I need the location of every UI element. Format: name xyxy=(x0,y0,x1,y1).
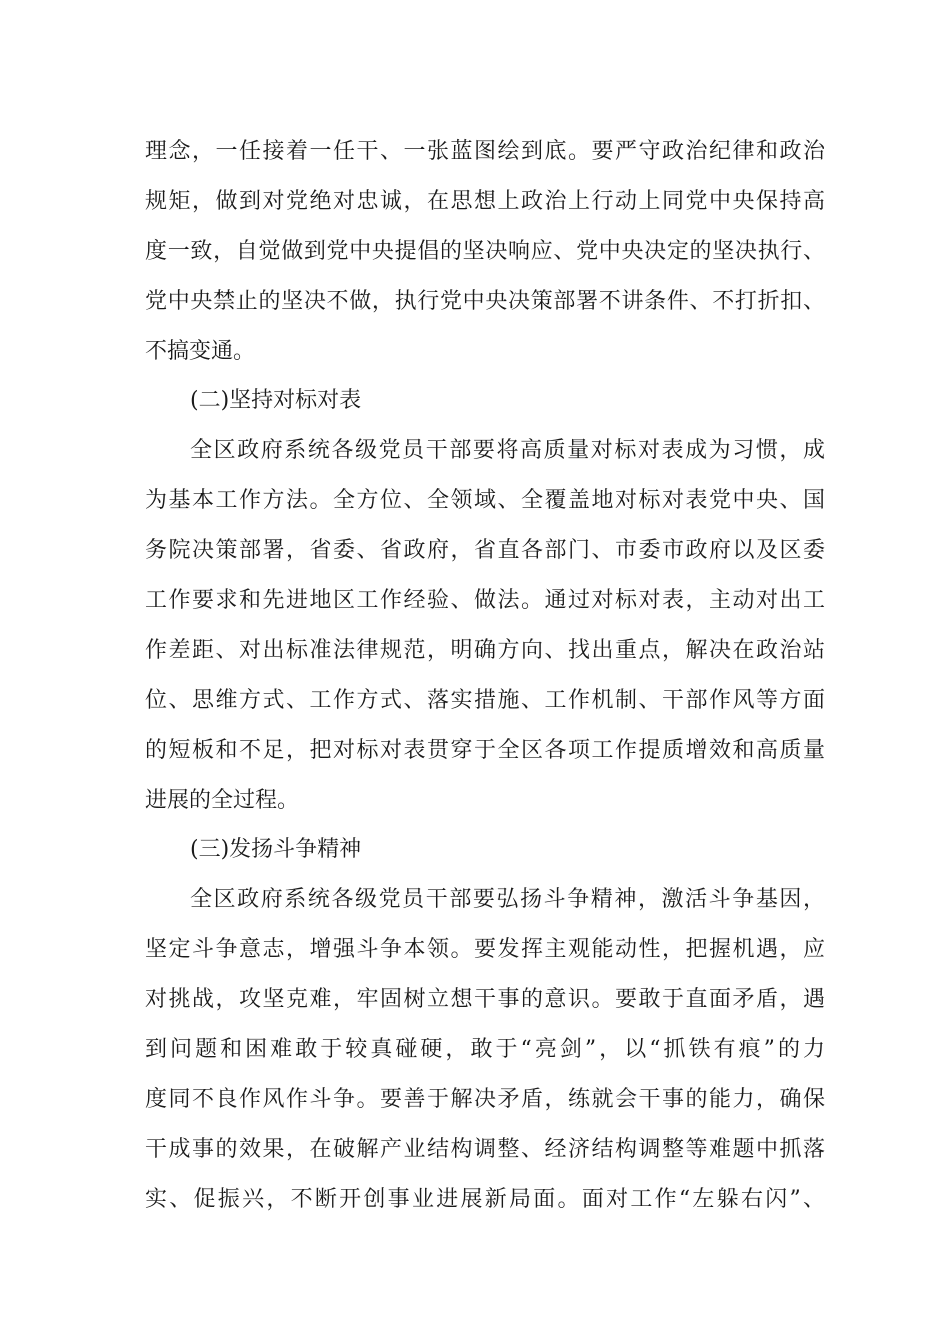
text-line: 度一致，自觉做到党中央提倡的坚决响应、党中央决定的坚决执行、 xyxy=(145,239,825,264)
text-line: 位、思维方式、工作方式、落实措施、工作机制、干部作风等方面 xyxy=(145,688,825,713)
text-line: 实、促振兴，不断开创事业进展新局面。面对工作“左躲右闪”、 xyxy=(145,1187,825,1212)
text-line: 坚定斗争意志，增强斗争本领。要发挥主观能动性，把握机遇，应 xyxy=(145,937,825,962)
text-line: 全区政府系统各级党员干部要将高质量对标对表成为习惯，成 xyxy=(190,438,825,463)
text-line: 的短板和不足，把对标对表贯穿于全区各项工作提质增效和高质量 xyxy=(145,738,825,763)
text-line: 到问题和困难敢于较真碰硬，敢于“亮剑”，以“抓铁有痕”的力 xyxy=(145,1037,825,1062)
text-line: 全区政府系统各级党员干部要弘扬斗争精神，激活斗争基因， xyxy=(190,887,825,912)
text-line: 作差距、对出标准法律规范，明确方向、找出重点，解决在政治站 xyxy=(145,638,825,663)
text-line: 进展的全过程。 xyxy=(145,788,300,813)
text-line: 规矩，做到对党绝对忠诚，在思想上政治上行动上同党中央保持高 xyxy=(145,189,825,214)
text-line: 为基本工作方法。全方位、全领域、全覆盖地对标对表党中央、国 xyxy=(145,488,825,513)
text-line: 理念，一任接着一任干、一张蓝图绘到底。要严守政治纪律和政治 xyxy=(145,139,825,164)
text-line: 对挑战，攻坚克难，牢固树立想干事的意识。要敢于直面矛盾，遇 xyxy=(145,987,825,1012)
text-line: 干成事的效果，在破解产业结构调整、经济结构调整等难题中抓落 xyxy=(145,1137,825,1162)
section-heading: (三)发扬斗争精神 xyxy=(190,837,362,862)
section-heading: (二)坚持对标对表 xyxy=(190,388,362,413)
text-line: 不搞变通。 xyxy=(145,339,256,364)
text-line: 工作要求和先进地区工作经验、做法。通过对标对表，主动对出工 xyxy=(145,588,825,613)
text-line: 党中央禁止的坚决不做，执行党中央决策部署不讲条件、不打折扣、 xyxy=(145,289,825,314)
text-line: 度同不良作风作斗争。要善于解决矛盾，练就会干事的能力，确保 xyxy=(145,1087,825,1112)
text-line: 务院决策部署，省委、省政府，省直各部门、市委市政府以及区委 xyxy=(145,538,825,563)
